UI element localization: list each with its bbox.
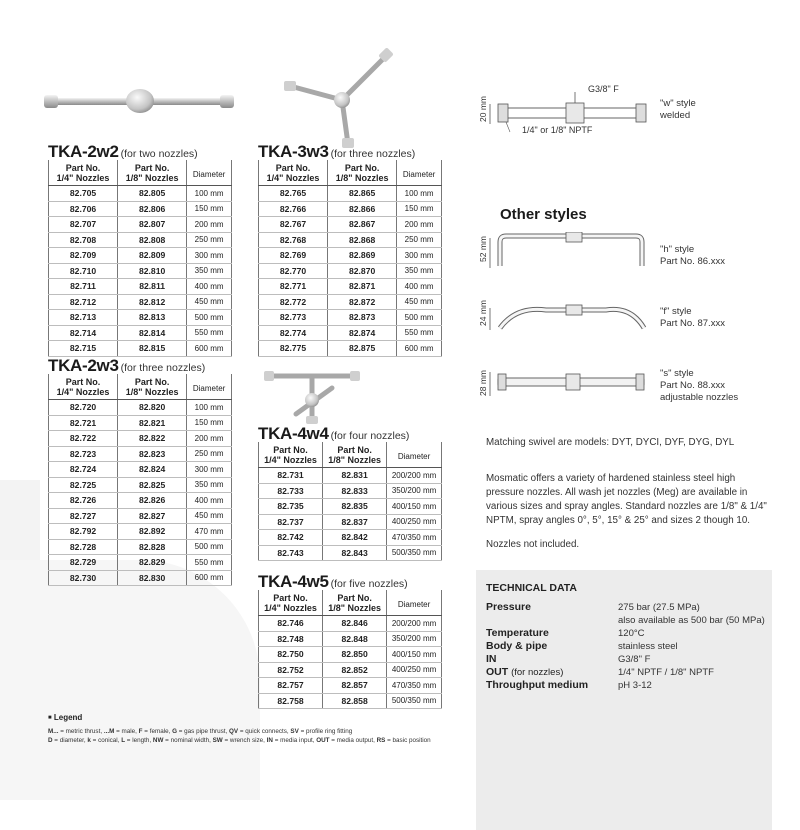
part-number-cell: 82.810 [118,263,187,279]
diameter-cell: 550 mm [187,555,232,571]
table-row [259,514,442,530]
column-header: Part No. 1/8" Nozzles [323,442,387,468]
part-number-cell: 82.826 [118,493,187,509]
part-number-cell: 82.866 [328,201,397,217]
table-header-row [49,374,232,400]
diameter-cell: 600 mm [187,570,232,586]
diameter-cell: 150 mm [397,201,442,217]
part-number-cell: 82.774 [259,325,328,341]
table-row [49,477,232,493]
part-number-cell: 82.868 [328,232,397,248]
part-number-cell: 82.822 [118,431,187,447]
diameter-cell: 200 mm [187,217,232,233]
diameter-cell: 470/350 mm [387,530,442,546]
part-number-cell: 82.737 [259,514,323,530]
description-text: Mosmatic offers a variety of hardened stainless steel high pressure nozzles. All wash jet nozzles (Meg) are available in various sizes and spray angles. Standard nozzles are 1/8" & 1/4" NPTM, spray angles 0°, 5°, 15° & 25° and sizes 2 though 10. [486,473,767,526]
part-number-cell: 82.833 [323,483,387,499]
tka-4w4-title: TKA-4w4 (for four nozzles) [258,424,410,443]
part-number-cell: 82.733 [259,483,323,499]
part-number-cell: 82.735 [259,499,323,515]
diameter-cell: 200 mm [397,217,442,233]
legend-key: L [121,737,126,744]
legend-title: ■ Legend [48,713,83,722]
table-row [49,570,232,586]
part-number-cell: 82.712 [49,294,118,310]
part-number-cell: 82.725 [49,477,118,493]
h-style-drawing [486,232,656,272]
part-number-cell: 82.715 [49,341,118,357]
legend-key: M... [48,728,59,735]
tka-4w4-illustration [262,366,362,426]
part-number-cell: 82.721 [49,415,118,431]
tka-3w3-title: TKA-3w3 (for three nozzles) [258,142,416,161]
w-style-thread-in: G3/8" F [588,84,619,94]
part-number-cell: 82.850 [323,647,387,663]
diameter-cell: 350/200 mm [387,483,442,499]
diameter-cell: 600 mm [187,341,232,357]
diameter-cell: 250 mm [187,232,232,248]
part-number-cell: 82.821 [118,415,187,431]
legend-key: F [138,728,143,735]
table-row [259,310,442,326]
part-number-cell: 82.750 [259,647,323,663]
part-number-cell: 82.807 [118,217,187,233]
diameter-cell: 450 mm [187,508,232,524]
table-header-row [49,160,232,186]
part-number-cell: 82.769 [259,248,328,264]
part-number-cell: 82.758 [259,693,323,709]
diameter-cell: 250 mm [397,232,442,248]
legend-line-1 [48,728,352,735]
legend-key: SW [212,737,223,744]
table-row [49,310,232,326]
part-number-cell: 82.705 [49,186,118,202]
column-header: Part No. 1/4" Nozzles [259,590,323,616]
diameter-cell: 500/350 mm [387,693,442,709]
diameter-cell: 100 mm [397,186,442,202]
diameter-cell: 500 mm [397,310,442,326]
part-number-cell: 82.823 [118,446,187,462]
part-number-cell: 82.809 [118,248,187,264]
part-number-cell: 82.827 [118,508,187,524]
column-header: Diameter [397,160,442,186]
table-row [259,201,442,217]
legend-value: = diameter, [52,737,88,744]
table-header-row [259,590,442,616]
part-number-cell: 82.708 [49,232,118,248]
table-row [49,341,232,357]
table-row [259,263,442,279]
legend-bullet-icon: ■ [48,715,52,721]
throughput-label: Throughput medium [486,679,589,691]
part-number-cell: 82.772 [259,294,328,310]
diameter-cell: 450 mm [397,294,442,310]
diameter-cell: 400 mm [187,493,232,509]
tka-2w2-illustration [44,84,234,120]
part-number-cell: 82.706 [49,201,118,217]
part-number-cell: 82.875 [328,341,397,357]
table-row [49,539,232,555]
diameter-cell: 550 mm [187,325,232,341]
technical-data-title: TECHNICAL DATA [486,582,577,594]
part-number-cell: 82.766 [259,201,328,217]
table-row [259,217,442,233]
body-label: Body & pipe [486,640,548,652]
diameter-cell: 200 mm [187,431,232,447]
table-row [49,232,232,248]
pressure-value-alt: also available as 500 bar (50 MPa) [618,615,765,626]
part-number-cell: 82.729 [49,555,118,571]
part-number-cell: 82.815 [118,341,187,357]
part-number-cell: 82.805 [118,186,187,202]
table-row [259,232,442,248]
part-number-cell: 82.825 [118,477,187,493]
part-number-cell: 82.852 [323,662,387,678]
part-number-cell: 82.713 [49,310,118,326]
table-row [259,186,442,202]
part-number-cell: 82.865 [328,186,397,202]
w-style-label: "w" style welded [660,98,696,121]
legend-key: IN [266,737,273,744]
part-number-cell: 82.858 [323,693,387,709]
table-row [259,693,442,709]
pressure-value: 275 bar (27.5 MPa) [618,602,700,613]
table-row [49,294,232,310]
in-label: IN [486,653,497,665]
tka-3w3-table [258,160,442,357]
part-number-cell: 82.714 [49,325,118,341]
swivel-text: Matching swivel are models: DYT, DYCI, DYF, DYG, DYL [486,437,735,448]
column-header: Part No. 1/8" Nozzles [328,160,397,186]
column-header: Diameter [187,160,232,186]
part-number-cell: 82.767 [259,217,328,233]
legend-value: = conical, [90,737,122,744]
tka-3w3-illustration [282,48,400,148]
diameter-cell: 450 mm [187,294,232,310]
table-row [259,662,442,678]
table-row [49,555,232,571]
diameter-cell: 300 mm [187,248,232,264]
table-row [49,524,232,540]
diameter-cell: 350 mm [187,477,232,493]
table-row [49,493,232,509]
table-row [259,248,442,264]
tka-4w5-title: TKA-4w5 (for five nozzles) [258,572,408,591]
part-number-cell: 82.792 [49,524,118,540]
part-number-cell: 82.835 [323,499,387,515]
part-number-cell: 82.830 [118,570,187,586]
table-header-row [259,442,442,468]
part-number-cell: 82.843 [323,545,387,561]
other-styles-heading: Other styles [500,206,587,223]
part-number-cell: 82.731 [259,468,323,484]
legend-value: = profile ring fitting [298,728,353,735]
legend-key: RS [376,737,386,744]
diameter-cell: 500/350 mm [387,545,442,561]
table-row [49,263,232,279]
f-style-height: 24 mm [478,300,488,326]
diameter-cell: 600 mm [397,341,442,357]
diameter-cell: 200/200 mm [387,616,442,632]
table-row [49,186,232,202]
part-number-cell: 82.874 [328,325,397,341]
diameter-cell: 400/250 mm [387,514,442,530]
column-header: Part No. 1/8" Nozzles [118,160,187,186]
part-number-cell: 82.892 [118,524,187,540]
table-row [49,201,232,217]
table-row [49,431,232,447]
table-row [259,341,442,357]
temperature-value: 120°C [618,628,645,639]
part-number-cell: 82.812 [118,294,187,310]
part-number-cell: 82.710 [49,263,118,279]
part-number-cell: 82.746 [259,616,323,632]
part-number-cell: 82.842 [323,530,387,546]
part-number-cell: 82.775 [259,341,328,357]
table-row [259,678,442,694]
diameter-cell: 250 mm [187,446,232,462]
diameter-cell: 500 mm [187,310,232,326]
diameter-cell: 470/350 mm [387,678,442,694]
part-number-cell: 82.848 [323,631,387,647]
column-header: Part No. 1/4" Nozzles [49,160,118,186]
diameter-cell: 400/150 mm [387,499,442,515]
part-number-cell: 82.846 [323,616,387,632]
table-row [49,400,232,416]
part-number-cell: 82.867 [328,217,397,233]
part-number-cell: 82.726 [49,493,118,509]
legend-value: = gas pipe thrust, [177,728,229,735]
s-style-height: 28 mm [478,370,488,396]
diameter-cell: 150 mm [187,201,232,217]
part-number-cell: 82.828 [118,539,187,555]
part-number-cell: 82.811 [118,279,187,295]
table-row [49,446,232,462]
diameter-cell: 400 mm [397,279,442,295]
part-number-cell: 82.724 [49,462,118,478]
in-value: G3/8" F [618,654,651,665]
tka-2w2-table [48,160,232,357]
legend-key: QV [228,728,239,735]
part-number-cell: 82.770 [259,263,328,279]
part-number-cell: 82.857 [323,678,387,694]
part-number-cell: 82.709 [49,248,118,264]
temperature-label: Temperature [486,627,549,639]
part-number-cell: 82.831 [323,468,387,484]
part-number-cell: 82.872 [328,294,397,310]
h-style-height: 52 mm [478,236,488,262]
legend-line-2 [48,737,431,744]
legend-value: = nominal width, [163,737,213,744]
legend-key: G [172,728,177,735]
out-value: 1/4" NPTF / 1/8" NPTF [618,667,714,678]
column-header: Diameter [387,442,442,468]
table-row [259,616,442,632]
legend-value: = wrench size, [222,737,267,744]
table-row [259,468,442,484]
part-number-cell: 82.752 [259,662,323,678]
part-number-cell: 82.808 [118,232,187,248]
part-number-cell: 82.728 [49,539,118,555]
nozzles-note: Nozzles not included. [486,539,580,550]
diameter-cell: 470 mm [187,524,232,540]
table-row [49,248,232,264]
s-style-drawing [486,368,656,400]
table-row [259,294,442,310]
diameter-cell: 350/200 mm [387,631,442,647]
legend-key: OUT [316,737,330,744]
table-row [259,530,442,546]
diameter-cell: 500 mm [187,539,232,555]
diameter-cell: 350 mm [187,263,232,279]
part-number-cell: 82.765 [259,186,328,202]
column-header: Part No. 1/4" Nozzles [49,374,118,400]
part-number-cell: 82.748 [259,631,323,647]
table-row [259,647,442,663]
table-row [259,483,442,499]
tka-2w3-title: TKA-2w3 (for three nozzles) [48,356,206,375]
part-number-cell: 82.806 [118,201,187,217]
tka-2w2-title: TKA-2w2 (for two nozzles) [48,142,198,161]
out-label: OUT (for nozzles) [486,666,564,678]
legend-value: = media output, [329,737,377,744]
diameter-cell: 400/150 mm [387,647,442,663]
diameter-cell: 300 mm [397,248,442,264]
throughput-value: pH 3-12 [618,680,652,691]
part-number-cell: 82.730 [49,570,118,586]
diameter-cell: 350 mm [397,263,442,279]
diameter-cell: 100 mm [187,186,232,202]
part-number-cell: 82.871 [328,279,397,295]
legend-key: D [48,737,53,744]
column-header: Part No. 1/4" Nozzles [259,160,328,186]
table-row [49,415,232,431]
diameter-cell: 400/250 mm [387,662,442,678]
part-number-cell: 82.824 [118,462,187,478]
part-number-cell: 82.727 [49,508,118,524]
diameter-cell: 300 mm [187,462,232,478]
table-row [259,279,442,295]
column-header: Part No. 1/8" Nozzles [323,590,387,616]
w-style-height: 20 mm [478,96,488,122]
table-row [259,499,442,515]
part-number-cell: 82.743 [259,545,323,561]
legend-key: SV [290,728,299,735]
part-number-cell: 82.757 [259,678,323,694]
column-header: Part No. 1/4" Nozzles [259,442,323,468]
part-number-cell: 82.768 [259,232,328,248]
column-header: Diameter [387,590,442,616]
part-number-cell: 82.742 [259,530,323,546]
diameter-cell: 100 mm [187,400,232,416]
table-header-row [259,160,442,186]
part-number-cell: 82.771 [259,279,328,295]
h-style-label: "h" style Part No. 86.xxx [660,244,725,267]
part-number-cell: 82.711 [49,279,118,295]
tka-2w3-table [48,374,232,586]
table-row [259,325,442,341]
part-number-cell: 82.723 [49,446,118,462]
part-number-cell: 82.722 [49,431,118,447]
column-header: Diameter [187,374,232,400]
table-row [259,545,442,561]
column-header: Part No. 1/8" Nozzles [118,374,187,400]
legend-value: = metric thrust, [58,728,104,735]
legend-value: = basic position [385,737,431,744]
diameter-cell: 150 mm [187,415,232,431]
table-row [49,508,232,524]
table-row [49,325,232,341]
legend-value: = length, [125,737,153,744]
w-style-thread-out: 1/4" or 1/8" NPTF [522,125,593,135]
part-number-cell: 82.720 [49,400,118,416]
f-style-label: "f" style Part No. 87.xxx [660,306,725,329]
tka-4w5-table [258,590,442,709]
legend-value: = quick connects, [238,728,291,735]
part-number-cell: 82.820 [118,400,187,416]
s-style-label: "s" style Part No. 88.xxx adjustable nozzles [660,368,739,403]
table-row [259,631,442,647]
table-row [49,462,232,478]
diameter-cell: 400 mm [187,279,232,295]
body-value: stainless steel [618,641,678,652]
part-number-cell: 82.813 [118,310,187,326]
part-number-cell: 82.837 [323,514,387,530]
part-number-cell: 82.829 [118,555,187,571]
table-row [49,279,232,295]
legend-value: = media input, [272,737,317,744]
part-number-cell: 82.773 [259,310,328,326]
f-style-drawing [486,302,656,334]
out-sub: (for nozzles) [511,667,564,678]
part-number-cell: 82.869 [328,248,397,264]
part-number-cell: 82.814 [118,325,187,341]
part-number-cell: 82.707 [49,217,118,233]
diameter-cell: 200/200 mm [387,468,442,484]
background-shape-arc [0,560,260,800]
tka-4w4-table [258,442,442,561]
pressure-label: Pressure [486,601,531,613]
diameter-cell: 550 mm [397,325,442,341]
part-number-cell: 82.870 [328,263,397,279]
legend-value: = male, [114,728,139,735]
legend-key: k [87,737,91,744]
legend-key: NW [152,737,164,744]
part-number-cell: 82.873 [328,310,397,326]
legend-value: = female, [142,728,173,735]
legend-key: ...M [103,728,115,735]
table-row [49,217,232,233]
